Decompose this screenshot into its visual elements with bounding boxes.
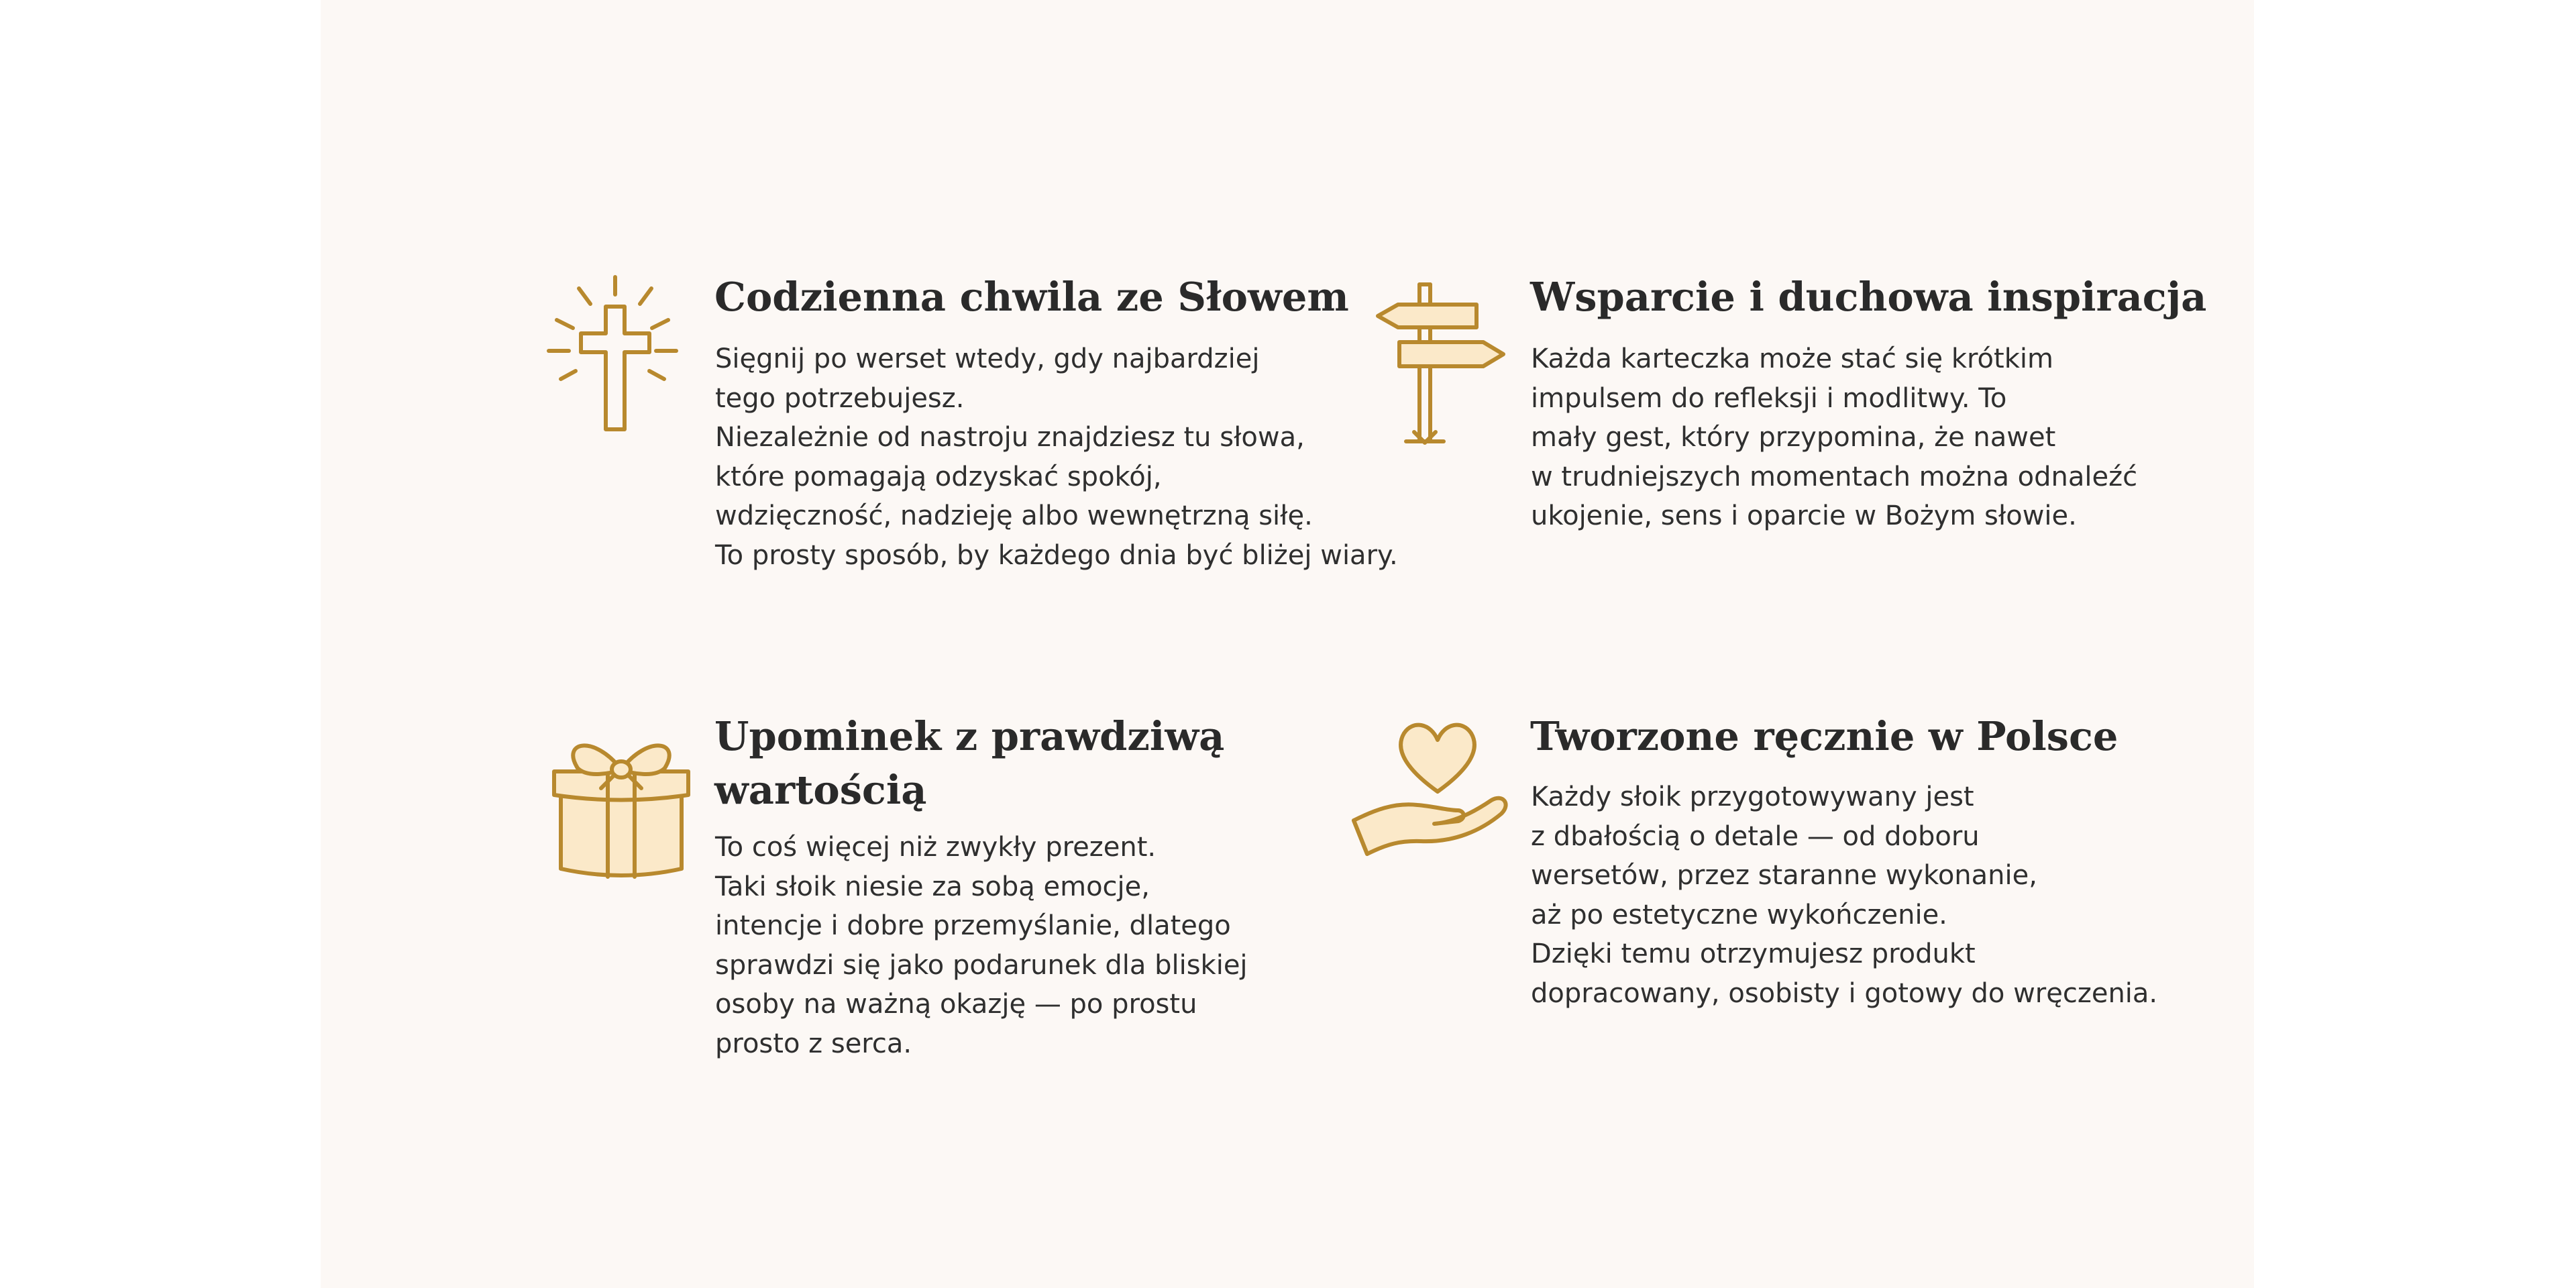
feature-title: Codzienna chwila ze Słowem	[714, 274, 1349, 320]
gift-box-icon	[547, 721, 695, 885]
heart-in-hand-icon	[1340, 716, 1515, 864]
feature-description: To coś więcej niż zwykły prezent. Taki słoik niesie za sobą emocje, intencje i dobre przemyślanie, dlatego sprawdzi się jako podarunek dla bliskiej osoby na ważną okazję — po prostu prosto z serca.	[715, 832, 1248, 1059]
feature-description: Każdy słoik przygotowywany jest z dbałością o detale — od doboru wersetów, przez staranne wykonanie, aż po estetyczne wykończenie. Dzięki temu otrzymujesz produkt dopracowany, osobisty i gotowy do wręczenia.	[1531, 782, 2158, 1009]
feature-title: Tworzone ręcznie w Polsce	[1530, 713, 2118, 759]
cross-with-rays-icon	[542, 272, 683, 439]
feature-description: Każda karteczka może stać się krótkim impulsem do refleksji i modlitwy. To mały gest, który przypomina, że nawet w trudniejszych momentach można odnaleźć ukojenie, sens i oparcie w Bożym słowie.	[1531, 343, 2138, 532]
signpost-icon	[1373, 280, 1507, 445]
feature-description: Sięgnij po werset wtedy, gdy najbardziej tego potrzebujesz. Niezależnie od nastroju znajdziesz tu słowa, które pomagają odzyskać spokój, wdzięczność, nadzieję albo wewnętrzną siłę. To prosty sposób, by każdego dnia być bliżej wiary.	[715, 343, 1398, 571]
feature-title: Wsparcie i duchowa inspiracja	[1530, 274, 2207, 320]
features-section	[321, 0, 2254, 1288]
feature-title: Upominek z prawdziwą wartością	[714, 713, 1225, 813]
